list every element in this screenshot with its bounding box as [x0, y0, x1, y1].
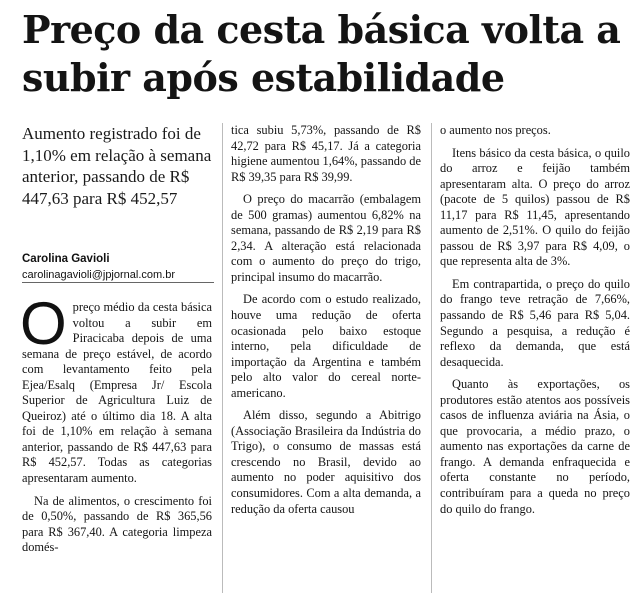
column-rule	[222, 123, 223, 593]
paragraph: tica subiu 5,73%, passando de R$ 42,72 para R$ 45,17. Já a categoria higiene aumentou 1,64%, passando de R$ 39,35 para R$ 39,99.	[231, 123, 421, 184]
article-column-2	[231, 123, 421, 524]
dropcap: O	[20, 290, 67, 357]
author-name: Carolina Gavioli	[22, 253, 110, 265]
deck-subtitle: Aumento registrado foi de 1,10% em relação à semana anterior, passando de R$ 447,63 para R$ 452,57	[22, 124, 212, 208]
paragraph: Quanto às exportações, os produtores estão atentos aos possíveis casos de influenza aviária na Ásia, o que provocaria, a médio prazo, o aumento nas exportações da carne de frango. A demanda enfraquecida e oferta constante no período, contribuíram para a queda no preço do quilo do frango.	[440, 377, 630, 516]
paragraph: O preço do macarrão (embalagem de 500 gramas) aumentou 6,82% na semana, passando de R$ 2,19 para R$ 2,34. A alteração está relacionada com o aumento do preço do trigo, principal insumo do macarrão.	[231, 192, 421, 284]
column-rule	[431, 123, 432, 593]
paragraph: De acordo com o estudo realizado, houve uma redução de oferta ocasionada pelo baixo estoque interno, pela dificuldade de importação da Argentina e também pelo alto valor do cereal norte-americano.	[231, 292, 421, 400]
article-column-1	[20, 290, 212, 563]
paragraph: o aumento nos preços.	[440, 123, 551, 137]
paragraph: Na de alimentos, o crescimento foi de 0,50%, passando de R$ 365,56 para R$ 367,40. A categoria limpeza domés-	[22, 493, 212, 555]
paragraph	[20, 290, 212, 487]
paragraph: Em contrapartida, o preço do quilo do frango teve retração de 7,66%, passando de R$ 5,46 para R$ 5,04. Segundo a pesquisa, a redução é reflexo da demanda, que está desaquecida.	[440, 276, 630, 369]
paragraph: Itens básico da cesta básica, o quilo do arroz e feijão também apresentaram alta. O preço do arroz (pacote de 5 quilos) passou de R$ 11,17 para R$ 11,45, apresentando aumento de 2,51%. O quilo do feijão passou de R$ 3,97 para R$ 4,09, o que representa alta de 3%.	[440, 145, 630, 269]
article-column-3	[440, 123, 630, 524]
paragraph-text: preço médio da cesta básica voltou a subir em Piracicaba depois de uma semana de preço estável, de acordo com levantamento feito pela Ejea/Esalq (Empresa Jr/ Escola Superior de Agricultura Luiz de Queiroz) até o último dia 18. A alta foi de 1,10% em relação à semana anterior, passando de R$ 447,63 para R$ 452,57. Todas as categorias apresentaram aumento.	[22, 300, 212, 486]
headline: Preço da cesta básica volta a subir após estabilidade	[22, 7, 621, 100]
author-email[interactable]: carolinagavioli@jpjornal.com.br	[22, 269, 214, 283]
paragraph: Além disso, segundo a Abitrigo (Associação Brasileira da Indústria do Trigo), o consumo de massas está crescendo no Brasil, devido ao aumento no poder aquisitivo dos consumidores. Com a alta demanda, a redução da oferta causou	[231, 408, 421, 516]
